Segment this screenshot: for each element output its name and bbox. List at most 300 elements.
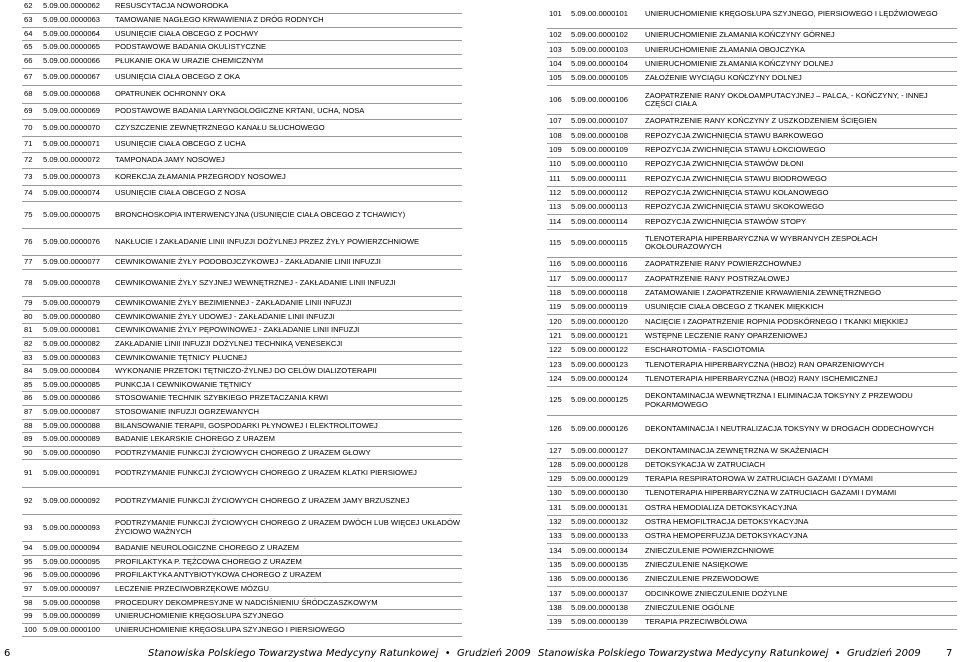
procedure-name: CEWNIKOWANIE ŻYŁY UDOWEJ - ZAKŁADANIE LINII INFUZJI <box>114 310 462 324</box>
procedure-code: 5.09.00.0000077 <box>42 256 114 270</box>
table-row <box>547 43 957 57</box>
row-number: 122 <box>547 344 570 358</box>
procedure-code: 5.09.00.0000134 <box>570 544 644 558</box>
procedure-code: 5.09.00.0000066 <box>42 54 114 68</box>
table-row <box>22 229 462 256</box>
row-number: 121 <box>547 329 570 343</box>
table-row <box>22 86 462 104</box>
table-row <box>22 185 462 201</box>
procedure-code: 5.09.00.0000103 <box>570 43 644 57</box>
row-number: 112 <box>547 186 570 200</box>
procedure-code: 5.09.00.0000122 <box>570 344 644 358</box>
table-row <box>547 200 957 214</box>
procedure-name: STOSOWANIE INFUZJI OGRZEWANYCH <box>114 406 462 420</box>
procedure-name: REPOZYCJA ZWICHNIĘCIA STAWU SKOKOWEGO <box>644 200 957 214</box>
procedure-name: TLENOTERAPIA HIPERBARYCZNA W ZATRUCIACH GAZAMI I DYMAMI <box>644 487 957 501</box>
procedure-name: REPOZYCJA ZWICHNIĘCIA STAWU ŁOKCIOWEGO <box>644 143 957 157</box>
row-number: 130 <box>547 487 570 501</box>
procedure-code: 5.09.00.0000121 <box>570 329 644 343</box>
procedure-code: 5.09.00.0000062 <box>42 0 114 14</box>
procedure-name: PŁUKANIE OKA W URAZIE CHEMICZNYM <box>114 54 462 68</box>
row-number: 108 <box>547 129 570 143</box>
table-row <box>22 514 462 541</box>
row-number: 115 <box>547 229 570 258</box>
procedure-code: 5.09.00.0000133 <box>570 530 644 544</box>
row-number: 82 <box>22 337 42 351</box>
procedure-code: 5.09.00.0000138 <box>570 601 644 615</box>
table-row <box>547 601 957 615</box>
procedure-code: 5.09.00.0000123 <box>570 358 644 372</box>
row-number: 89 <box>22 433 42 447</box>
footer-left: Stanowiska Polskiego Towarzystwa Medycyny Ratunkowej • Grudzień 2009 <box>148 648 531 659</box>
procedure-name: ESCHAROTOMIA - FASCIOTOMIA <box>644 344 957 358</box>
procedure-name: CEWNIKOWANIE ŻYŁY PĘPOWINOWEJ - ZAKŁADANIE LINII INFUZJI <box>114 324 462 338</box>
row-number: 65 <box>22 41 42 55</box>
table-row <box>22 392 462 406</box>
table-row <box>22 0 462 14</box>
row-number: 102 <box>547 29 570 43</box>
row-number: 85 <box>22 378 42 392</box>
page-number-left: 6 <box>4 648 11 659</box>
procedure-name: ODCINKOWE ZNIECZULENIE DOŻYLNE <box>644 587 957 601</box>
table-row <box>22 433 462 447</box>
row-number: 98 <box>22 596 42 610</box>
procedure-name: TLENOTERAPIA HIPERBARYCZNA (HBO2) RAN OPARZENIOWYCH <box>644 358 957 372</box>
table-row <box>547 530 957 544</box>
procedure-name: CEWNIKOWANIE TĘTNICY PŁUCNEJ <box>114 351 462 365</box>
row-number: 63 <box>22 14 42 28</box>
row-number: 138 <box>547 601 570 615</box>
table-row <box>547 329 957 343</box>
procedure-code: 5.09.00.0000137 <box>570 587 644 601</box>
procedure-code: 5.09.00.0000111 <box>570 172 644 186</box>
table-row <box>547 272 957 286</box>
table-row <box>22 623 462 637</box>
procedure-code: 5.09.00.0000083 <box>42 351 114 365</box>
procedure-name: CEWNIKOWANIE ŻYŁY PODOBOJCZYKOWEJ - ZAKŁADANIE LINII INFUZJI <box>114 256 462 270</box>
procedure-code: 5.09.00.0000105 <box>570 72 644 86</box>
table-row <box>22 460 462 487</box>
page-number-right: 7 <box>946 648 953 659</box>
row-number: 72 <box>22 152 42 168</box>
row-number: 123 <box>547 358 570 372</box>
procedure-code: 5.09.00.0000075 <box>42 201 114 228</box>
right-procedure-table <box>547 0 957 630</box>
procedure-name: OPATRUNEK OCHRONNY OKA <box>114 86 462 104</box>
procedure-code: 5.09.00.0000124 <box>570 372 644 386</box>
procedure-name: OSTRA HEMOFILTRACJA DETOKSYKACYJNA <box>644 515 957 529</box>
table-row <box>547 86 957 115</box>
procedure-code: 5.09.00.0000126 <box>570 415 644 444</box>
procedure-name: WSTĘPNE LECZENIE RANY OPARZENIOWEJ <box>644 329 957 343</box>
row-number: 120 <box>547 315 570 329</box>
table-row <box>547 358 957 372</box>
procedure-code: 5.09.00.0000128 <box>570 458 644 472</box>
procedure-code: 5.09.00.0000089 <box>42 433 114 447</box>
procedure-code: 5.09.00.0000139 <box>570 615 644 629</box>
table-row <box>22 256 462 270</box>
table-row <box>22 324 462 338</box>
row-number: 91 <box>22 460 42 487</box>
procedure-name: ZAOPATRZENIE RANY KOŃCZYNY Z USZKODZENIEM ŚCIĘGIEN <box>644 115 957 129</box>
procedure-code: 5.09.00.0000068 <box>42 86 114 104</box>
procedure-name: UNIERUCHOMIENIE KRĘGOSŁUPA SZYJNEGO I PIERSIOWEGO <box>114 623 462 637</box>
table-row <box>547 301 957 315</box>
procedure-name: ZNIECZULENIE NASIĘKOWE <box>644 558 957 572</box>
table-row <box>547 229 957 258</box>
procedure-code: 5.09.00.0000063 <box>42 14 114 28</box>
procedure-code: 5.09.00.0000125 <box>570 386 644 415</box>
procedure-code: 5.09.00.0000120 <box>570 315 644 329</box>
row-number: 124 <box>547 372 570 386</box>
row-number: 129 <box>547 472 570 486</box>
table-row <box>547 0 957 29</box>
table-row <box>547 29 957 43</box>
row-number: 125 <box>547 386 570 415</box>
procedure-name: DETOKSYKACJA W ZATRUCIACH <box>644 458 957 472</box>
procedure-name: PODTRZYMANIE FUNKCJI ŻYCIOWYCH CHOREGO Z URAZEM JAMY BRZUSZNEJ <box>114 487 462 514</box>
row-number: 104 <box>547 57 570 71</box>
procedure-name: ZNIECZULENIE PRZEWODOWE <box>644 573 957 587</box>
table-row <box>22 54 462 68</box>
row-number: 84 <box>22 365 42 379</box>
procedure-code: 5.09.00.0000080 <box>42 310 114 324</box>
row-number: 66 <box>22 54 42 68</box>
table-row <box>547 143 957 157</box>
procedure-name: TLENOTERAPIA HIPERBARYCZNA (HBO2) RANY ISCHEMICZNEJ <box>644 372 957 386</box>
row-number: 116 <box>547 258 570 272</box>
procedure-name: USUNIĘCIA CIAŁA OBCEGO Z OKA <box>114 68 462 86</box>
procedure-code: 5.09.00.0000074 <box>42 185 114 201</box>
table-row <box>547 215 957 229</box>
procedure-name: UNIERUCHOMIENIE ZŁAMANIA KOŃCZYNY DOLNEJ <box>644 57 957 71</box>
footer-date-left: Grudzień 2009 <box>457 648 531 659</box>
procedure-name: BADANIE NEUROLOGICZNE CHOREGO Z URAZEM <box>114 542 462 556</box>
row-number: 100 <box>22 623 42 637</box>
row-number: 90 <box>22 446 42 460</box>
row-number: 134 <box>547 544 570 558</box>
row-number: 81 <box>22 324 42 338</box>
procedure-name: UNIERUCHOMIENIE KRĘGOSŁUPA SZYJNEGO, PIERSIOWEGO I LĘDŹWIOWEGO <box>644 0 957 29</box>
procedure-name: REPOZYCJA ZWICHNIĘCIA STAWU BIODROWEGO <box>644 172 957 186</box>
procedure-code: 5.09.00.0000135 <box>570 558 644 572</box>
table-row <box>547 573 957 587</box>
table-row <box>22 378 462 392</box>
table-row <box>22 337 462 351</box>
table-row <box>22 269 462 296</box>
procedure-code: 5.09.00.0000102 <box>570 29 644 43</box>
procedure-code: 5.09.00.0000064 <box>42 27 114 41</box>
table-row <box>547 587 957 601</box>
table-row <box>22 582 462 596</box>
table-row <box>547 444 957 458</box>
row-number: 96 <box>22 569 42 583</box>
footer-date-right: Grudzień 2009 <box>847 648 921 659</box>
procedure-name: BRONCHOSKOPIA INTERWENCYJNA (USUNIĘCIE CIAŁA OBCEGO Z TCHAWICY) <box>114 201 462 228</box>
procedure-code: 5.09.00.0000131 <box>570 501 644 515</box>
table-row <box>547 186 957 200</box>
table-row <box>547 501 957 515</box>
procedure-name: UNIERUCHOMIENIE KRĘGOSŁUPA SZYJNEGO <box>114 610 462 624</box>
table-row <box>22 201 462 228</box>
row-number: 131 <box>547 501 570 515</box>
table-row <box>547 487 957 501</box>
procedure-code: 5.09.00.0000076 <box>42 229 114 256</box>
row-number: 139 <box>547 615 570 629</box>
table-row <box>547 472 957 486</box>
footer-publication-left: Stanowiska Polskiego Towarzystwa Medycyny Ratunkowej <box>148 648 439 659</box>
procedure-code: 5.09.00.0000071 <box>42 136 114 152</box>
procedure-name: TAMOWANIE NAGŁEGO KRWAWIENIA Z DRÓG RODNYCH <box>114 14 462 28</box>
procedure-name: REPOZYCJA ZWICHNIĘCIA STAWÓW DŁONI <box>644 157 957 171</box>
row-number: 110 <box>547 157 570 171</box>
row-number: 93 <box>22 514 42 541</box>
table-row <box>22 610 462 624</box>
procedure-name: UNIERUCHOMIENIE ZŁAMANIA KOŃCZYNY GÓRNEJ <box>644 29 957 43</box>
procedure-name: PODTRZYMANIE FUNKCJI ŻYCIOWYCH CHOREGO Z URAZEM KLATKI PIERSIOWEJ <box>114 460 462 487</box>
procedure-name: RESUSCYTACJA NOWORODKA <box>114 0 462 14</box>
row-number: 71 <box>22 136 42 152</box>
row-number: 97 <box>22 582 42 596</box>
row-number: 79 <box>22 297 42 311</box>
procedure-name: TERAPIA RESPIRATOROWA W ZATRUCIACH GAZAMI I DYMAMI <box>644 472 957 486</box>
procedure-code: 5.09.00.0000085 <box>42 378 114 392</box>
row-number: 67 <box>22 68 42 86</box>
row-number: 133 <box>547 530 570 544</box>
row-number: 88 <box>22 419 42 433</box>
procedure-code: 5.09.00.0000117 <box>570 272 644 286</box>
procedure-name: ZAKŁADANIE LINII INFUZJI DOŻYLNEJ TECHNIKĄ VENESEKCJI <box>114 337 462 351</box>
table-row <box>22 419 462 433</box>
row-number: 75 <box>22 201 42 228</box>
procedure-code: 5.09.00.0000095 <box>42 555 114 569</box>
table-row <box>547 458 957 472</box>
row-number: 113 <box>547 200 570 214</box>
procedure-name: CEWNIKOWANIE ŻYŁY BEZIMIENNEJ - ZAKŁADANIE LINII INFUZJI <box>114 297 462 311</box>
table-row <box>22 136 462 152</box>
procedure-code: 5.09.00.0000087 <box>42 406 114 420</box>
table-row <box>547 286 957 300</box>
row-number: 126 <box>547 415 570 444</box>
table-row <box>547 558 957 572</box>
procedure-name: ZAŁOŻENIE WYCIĄGU KOŃCZYNY DOLNEJ <box>644 72 957 86</box>
procedure-code: 5.09.00.0000097 <box>42 582 114 596</box>
procedure-name: PROCEDURY DEKOMPRESYJNE W NADCIŚNIENIU ŚRÓDCZASZKOWYM <box>114 596 462 610</box>
footer-publication-right: Stanowiska Polskiego Towarzystwa Medycyny Ratunkowej <box>538 648 829 659</box>
procedure-code: 5.09.00.0000070 <box>42 120 114 136</box>
procedure-code: 5.09.00.0000069 <box>42 103 114 119</box>
row-number: 109 <box>547 143 570 157</box>
procedure-code: 5.09.00.0000081 <box>42 324 114 338</box>
row-number: 70 <box>22 120 42 136</box>
procedure-name: BADANIE LEKARSKIE CHOREGO Z URAZEM <box>114 433 462 447</box>
table-row <box>22 120 462 136</box>
procedure-name: PROFILAKTYKA ANTYBIOTYKOWA CHOREGO Z URAZEM <box>114 569 462 583</box>
procedure-code: 5.09.00.0000118 <box>570 286 644 300</box>
procedure-code: 5.09.00.0000067 <box>42 68 114 86</box>
table-row <box>22 351 462 365</box>
procedure-name: OSTRA HEMODIALIZA DETOKSYKACYJNA <box>644 501 957 515</box>
row-number: 74 <box>22 185 42 201</box>
row-number: 76 <box>22 229 42 256</box>
procedure-code: 5.09.00.0000094 <box>42 542 114 556</box>
procedure-code: 5.09.00.0000129 <box>570 472 644 486</box>
table-row <box>22 569 462 583</box>
table-row <box>22 297 462 311</box>
table-row <box>22 41 462 55</box>
procedure-code: 5.09.00.0000114 <box>570 215 644 229</box>
procedure-name: ZATAMOWANIE I ZAOPATRZENIE KRWAWIENIA ZEWNĘTRZNEGO <box>644 286 957 300</box>
procedure-name: REPOZYCJA ZWICHNIĘCIA STAWU BARKOWEGO <box>644 129 957 143</box>
footer-right: Stanowiska Polskiego Towarzystwa Medycyny Ratunkowej • Grudzień 2009 <box>538 648 921 659</box>
procedure-code: 5.09.00.0000073 <box>42 169 114 185</box>
procedure-name: DEKONTAMINACJA I NEUTRALIZACJA TOKSYNY W DROGACH ODDECHOWYCH <box>644 415 957 444</box>
table-row <box>547 115 957 129</box>
procedure-code: 5.09.00.0000106 <box>570 86 644 115</box>
procedure-name: LECZENIE PRZECIWOBRZĘKOWE MÓZGU <box>114 582 462 596</box>
procedure-code: 5.09.00.0000093 <box>42 514 114 541</box>
procedure-name: CEWNIKOWANIE ŻYŁY SZYJNEJ WEWNĘTRZNEJ - ZAKŁADANIE LINII INFUZJI <box>114 269 462 296</box>
row-number: 135 <box>547 558 570 572</box>
procedure-name: NACIĘCIE I ZAOPATRZENIE ROPNIA PODSKÓRNEGO I TKANKI MIĘKKIEJ <box>644 315 957 329</box>
table-row <box>22 406 462 420</box>
procedure-code: 5.09.00.0000130 <box>570 487 644 501</box>
row-number: 80 <box>22 310 42 324</box>
procedure-code: 5.09.00.0000119 <box>570 301 644 315</box>
table-row <box>547 544 957 558</box>
table-row <box>22 446 462 460</box>
table-row <box>22 310 462 324</box>
procedure-name: ZAOPATRZENIE RANY OKOŁOAMPUTACYJNEJ – PALCA, - KOŃCZYNY, - INNEJ CZĘŚCI CIAŁA <box>644 86 957 115</box>
procedure-code: 5.09.00.0000109 <box>570 143 644 157</box>
procedure-code: 5.09.00.0000100 <box>42 623 114 637</box>
procedure-code: 5.09.00.0000101 <box>570 0 644 29</box>
procedure-name: TAMPONADA JAMY NOSOWEJ <box>114 152 462 168</box>
row-number: 117 <box>547 272 570 286</box>
procedure-code: 5.09.00.0000132 <box>570 515 644 529</box>
table-row <box>22 68 462 86</box>
table-row <box>547 515 957 529</box>
row-number: 105 <box>547 72 570 86</box>
table-row <box>547 615 957 629</box>
table-row <box>22 542 462 556</box>
procedure-code: 5.09.00.0000084 <box>42 365 114 379</box>
procedure-name: TERAPIA PRZECIWBÓLOWA <box>644 615 957 629</box>
table-row <box>547 258 957 272</box>
row-number: 119 <box>547 301 570 315</box>
table-row <box>547 315 957 329</box>
table-row <box>22 365 462 379</box>
procedure-code: 5.09.00.0000108 <box>570 129 644 143</box>
procedure-code: 5.09.00.0000116 <box>570 258 644 272</box>
row-number: 68 <box>22 86 42 104</box>
procedure-name: PODSTAWOWE BADANIA OKULISTYCZNE <box>114 41 462 55</box>
row-number: 132 <box>547 515 570 529</box>
procedure-code: 5.09.00.0000104 <box>570 57 644 71</box>
procedure-code: 5.09.00.0000090 <box>42 446 114 460</box>
procedure-name: DEKONTAMINACJA WEWNĘTRZNA I ELIMINACJA TOKSYNY Z PRZEWODU POKARMOWEGO <box>644 386 957 415</box>
procedure-name: ZNIECZULENIE POWIERZCHNIOWE <box>644 544 957 558</box>
procedure-name: UNIERUCHOMIENIE ZŁAMANIA OBOJCZYKA <box>644 43 957 57</box>
table-row <box>547 415 957 444</box>
row-number: 87 <box>22 406 42 420</box>
table-row <box>547 72 957 86</box>
procedure-code: 5.09.00.0000072 <box>42 152 114 168</box>
procedure-name: ZAOPATRZENIE RANY POSTRZAŁOWEJ <box>644 272 957 286</box>
procedure-code: 5.09.00.0000082 <box>42 337 114 351</box>
table-row <box>22 487 462 514</box>
table-row <box>547 344 957 358</box>
procedure-code: 5.09.00.0000098 <box>42 596 114 610</box>
procedure-name: WYKONANIE PRZETOKI TĘTNICZO-ŻYLNEJ DO CELÓW DIALIZOTERAPII <box>114 365 462 379</box>
procedure-code: 5.09.00.0000096 <box>42 569 114 583</box>
row-number: 136 <box>547 573 570 587</box>
procedure-code: 5.09.00.0000078 <box>42 269 114 296</box>
table-row <box>547 386 957 415</box>
row-number: 83 <box>22 351 42 365</box>
table-row <box>22 555 462 569</box>
table-row <box>547 57 957 71</box>
table-row <box>22 152 462 168</box>
procedure-name: CZYSZCZENIE ZEWNĘTRZNEGO KANAŁU SŁUCHOWEGO <box>114 120 462 136</box>
procedure-name: ZNIECZULENIE OGÓLNE <box>644 601 957 615</box>
left-procedure-table <box>22 0 462 637</box>
row-number: 73 <box>22 169 42 185</box>
table-row <box>22 596 462 610</box>
procedure-name: REPOZYCJA ZWICHNIĘCIA STAWÓW STOPY <box>644 215 957 229</box>
procedure-code: 5.09.00.0000110 <box>570 157 644 171</box>
row-number: 127 <box>547 444 570 458</box>
table-row <box>22 103 462 119</box>
procedure-code: 5.09.00.0000107 <box>570 115 644 129</box>
row-number: 114 <box>547 215 570 229</box>
row-number: 137 <box>547 587 570 601</box>
procedure-code: 5.09.00.0000136 <box>570 573 644 587</box>
row-number: 86 <box>22 392 42 406</box>
procedure-code: 5.09.00.0000065 <box>42 41 114 55</box>
table-row <box>547 372 957 386</box>
procedure-name: PODSTAWOWE BADANIA LARYNGOLOGICZNE KRTANI, UCHA, NOSA <box>114 103 462 119</box>
row-number: 69 <box>22 103 42 119</box>
procedure-name: USUNIĘCIE CIAŁA OBCEGO Z POCHWY <box>114 27 462 41</box>
procedure-code: 5.09.00.0000112 <box>570 186 644 200</box>
procedure-name: USUNIĘCIE CIAŁA OBCEGO Z NOSA <box>114 185 462 201</box>
row-number: 128 <box>547 458 570 472</box>
procedure-code: 5.09.00.0000127 <box>570 444 644 458</box>
procedure-code: 5.09.00.0000099 <box>42 610 114 624</box>
procedure-name: KOREKCJA ZŁAMANIA PRZEGRODY NOSOWEJ <box>114 169 462 185</box>
table-row <box>547 157 957 171</box>
procedure-name: PUNKCJA I CEWNIKOWANIE TĘTNICY <box>114 378 462 392</box>
row-number: 77 <box>22 256 42 270</box>
procedure-name: USUNIĘCIE CIAŁA OBCEGO Z TKANEK MIĘKKICH <box>644 301 957 315</box>
row-number: 92 <box>22 487 42 514</box>
procedure-name: STOSOWANIE TECHNIK SZYBKIEGO PRZETACZANIA KRWI <box>114 392 462 406</box>
row-number: 78 <box>22 269 42 296</box>
procedure-name: ZAOPATRZENIE RANY POWIERZCHOWNEJ <box>644 258 957 272</box>
row-number: 101 <box>547 0 570 29</box>
row-number: 106 <box>547 86 570 115</box>
row-number: 103 <box>547 43 570 57</box>
table-row <box>547 172 957 186</box>
table-row <box>22 14 462 28</box>
procedure-name: NAKŁUCIE I ZAKŁADANIE LINII INFUZJI DOŻYLNEJ PRZEZ ŻYŁY POWIERZCHNIOWE <box>114 229 462 256</box>
procedure-name: PODTRZYMANIE FUNKCJI ŻYCIOWYCH CHOREGO Z URAZEM DWÓCH LUB WIĘCEJ UKŁADÓW ŻYCIOWO WAŻNYCH <box>114 514 462 541</box>
procedure-code: 5.09.00.0000091 <box>42 460 114 487</box>
row-number: 111 <box>547 172 570 186</box>
procedure-name: PODTRZYMANIE FUNKCJI ŻYCIOWYCH CHOREGO Z URAZEM GŁOWY <box>114 446 462 460</box>
procedure-code: 5.09.00.0000088 <box>42 419 114 433</box>
